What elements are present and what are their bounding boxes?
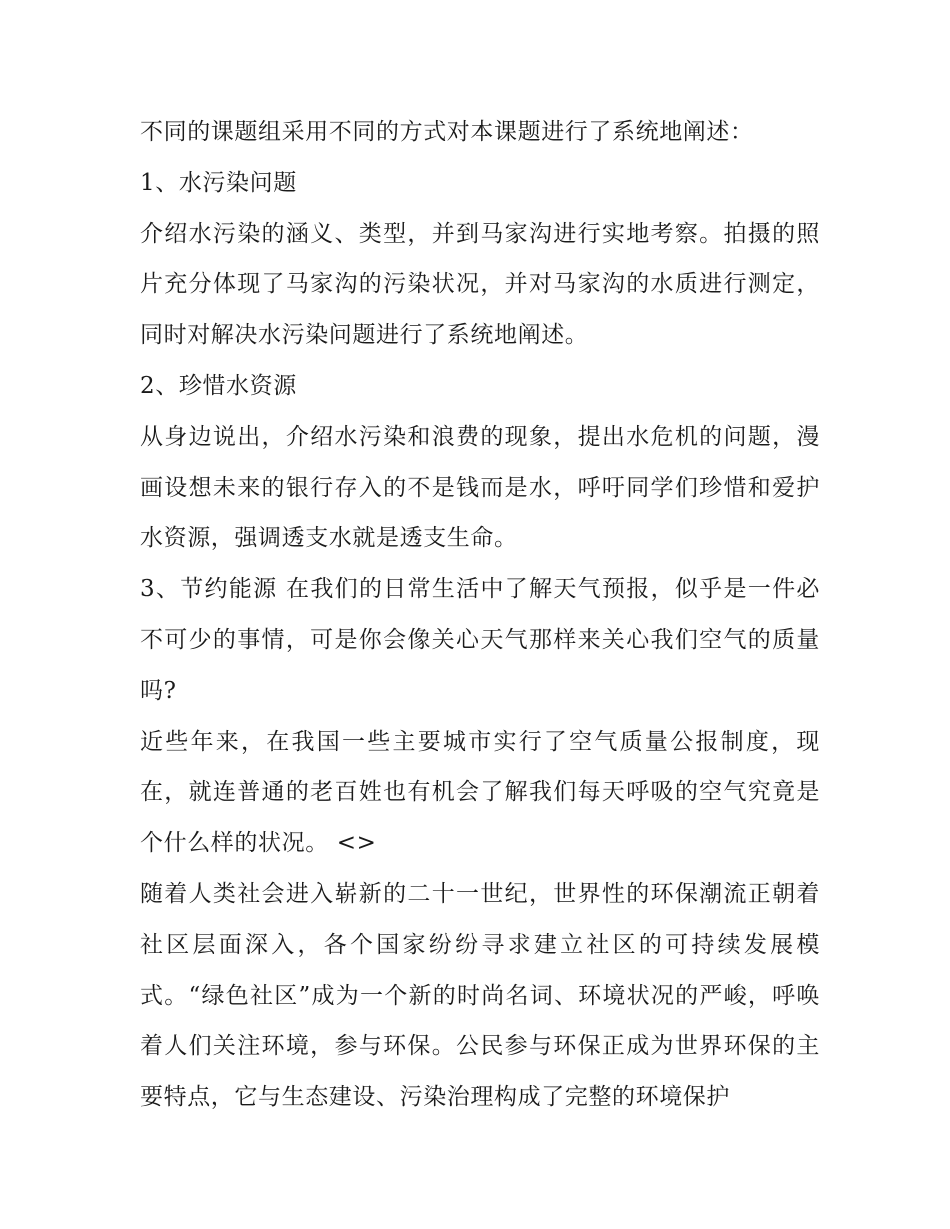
document-body [140, 107, 820, 1123]
water-pollution-paragraph: 介绍水污染的涵义、类型，并到马家沟进行实地考察。拍摄的照片充分体现了马家沟的污染状况，并对马家沟的水质进行测定，同时对解决水污染问题进行了系统地阐述。 [140, 220, 820, 349]
section-heading-cherish-water: 2、珍惜水资源 [140, 372, 297, 399]
energy-saving-paragraph: 3、节约能源 在我们的日常生活中了解天气预报，似乎是一件必不可少的事情，可是你会像关心天气那样来关心我们空气的质量吗? [140, 576, 820, 704]
air-quality-paragraph: 近些年来，在我国一些主要城市实行了空气质量公报制度，现在，就连普通的老百姓也有机会了解我们每天呼吸的空气究竟是个什么样的状况。 <> [140, 728, 820, 857]
green-community-paragraph: 随着人类社会进入崭新的二十一世纪，世界性的环保潮流正朝着社区层面深入，各个国家纷纷寻求建立社区的可持续发展模式。“绿色社区”成为一个新的时尚名词、环境状况的严峻，呼唤着人们关注环境，参与环保。公民参与环保正成为世界环保的主要特点，它与生态建设、污染治理构成了完整的环境保护 [140, 880, 820, 1111]
intro-paragraph: 不同的课题组采用不同的方式对本课题进行了系统地阐述： [140, 119, 754, 145]
cherish-water-paragraph: 从身边说出，介绍水污染和浪费的现象，提出水危机的问题，漫画设想未来的银行存入的不是钱而是水，呼吁同学们珍惜和爱护水资源，强调透支水就是透支生命。 [140, 423, 820, 552]
section-heading-water-pollution: 1、水污染问题 [140, 169, 297, 196]
